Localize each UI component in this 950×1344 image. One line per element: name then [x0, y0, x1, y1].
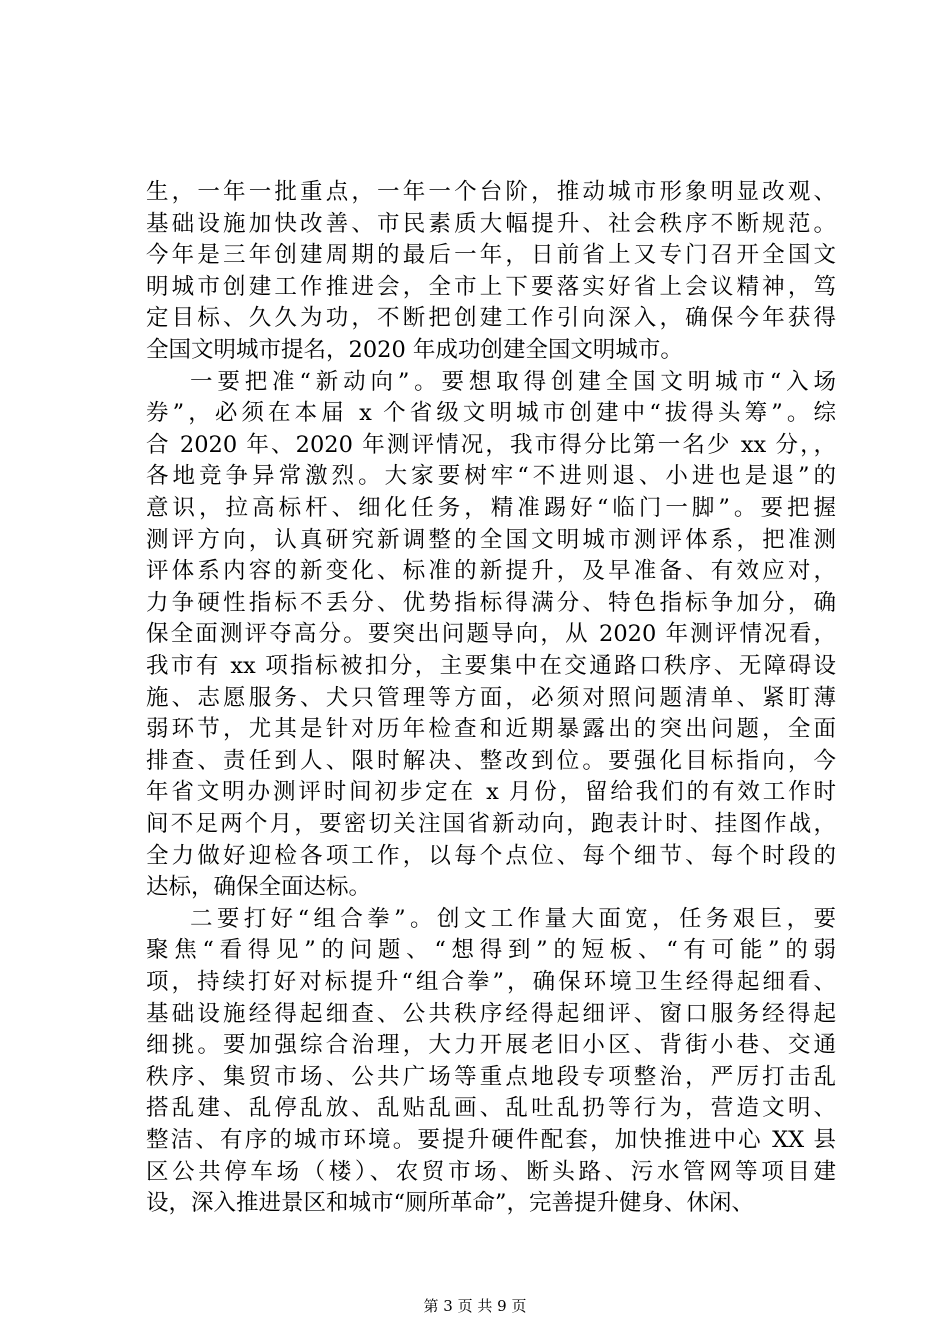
paragraph-line: 基础设施加快改善、市民素质大幅提升、社会秩序不断规范。 [146, 210, 836, 237]
paragraph-line: 今年是三年创建周期的最后一年，日前省上又专门召开全国文 [146, 242, 836, 269]
paragraph-line: 间不足两个月，要密切关注国省新动向，跑表计时、挂图作战， [146, 811, 836, 837]
paragraph-line: 全国文明城市提名，2020 年成功创建全国文明城市。 [146, 337, 683, 363]
paragraph-line: 弱环节，尤其是针对历年检查和近期暴露出的突出问题，全面 [146, 716, 836, 743]
paragraph-line: 力争硬性指标不丢分、优势指标得满分、特色指标争加分，确 [146, 589, 836, 616]
paragraph-line: 项，持续打好对标提升“组合拳”，确保环境卫生经得起细看、 [146, 969, 836, 995]
paragraph-line: 达标，确保全面达标。 [146, 874, 372, 901]
paragraph-line: 排查、责任到人、限时解决、整改到位。要强化目标指向，今 [146, 747, 836, 774]
paragraph-line: 我市有 xx 项指标被扣分，主要集中在交通路口秩序、无障碍设 [146, 653, 836, 679]
paragraph-line: 生，一年一批重点，一年一个台阶，推动城市形象明显改观、 [146, 179, 836, 205]
paragraph-line: 明城市创建工作推进会，全市上下要落实好省上会议精神，笃 [146, 273, 836, 300]
paragraph-line: 评体系内容的新变化、标准的新提升，及早准备、有效应对， [146, 558, 836, 585]
paragraph-line: 区公共停车场（楼）、农贸市场、断头路、污水管网等项目建 [146, 1158, 836, 1185]
paragraph-line: 保全面测评夺高分。要突出问题导向，从 2020 年测评情况看， [146, 621, 836, 648]
paragraph-line: 各地竞争异常激烈。大家要树牢“不进则退、小进也是退”的 [146, 463, 836, 490]
paragraph-line: 合 2020 年、2020 年测评情况，我市得分比第一名少 xx 分，， [146, 431, 836, 458]
paragraph-line: 整洁、有序的城市环境。要提升硬件配套，加快推进中心 XX 县 [146, 1127, 836, 1153]
paragraph-line: 意识，拉高标杆、细化任务，精准踢好“临门一脚”。要把握 [146, 495, 836, 521]
paragraph-line: 年省文明办测评时间初步定在 x 月份，留给我们的有效工作时 [146, 779, 836, 806]
paragraph-line: 全力做好迎检各项工作，以每个点位、每个细节、每个时段的 [146, 842, 836, 869]
paragraph-line: 一要把准“新动向”。要想取得创建全国文明城市“入场 [190, 368, 836, 395]
paragraph-line: 搭乱建、乱停乱放、乱贴乱画、乱吐乱扔等行为，营造文明、 [146, 1095, 836, 1122]
paragraph-line: 券”，必须在本届 x 个省级文明城市创建中“拔得头筹”。综 [146, 400, 836, 427]
paragraph-line: 二要打好“组合拳”。创文工作量大面宽，任务艰巨，要 [190, 905, 836, 932]
paragraph-line: 秩序、集贸市场、公共广场等重点地段专项整治，严厉打击乱 [146, 1063, 836, 1090]
paragraph-line: 设，深入推进景区和城市“厕所革命”，完善提升健身、休闲、 [146, 1190, 755, 1217]
paragraph-line: 聚焦“看得见”的问题、“想得到”的短板、“有可能”的弱 [146, 937, 836, 964]
paragraph-line: 施、志愿服务、犬只管理等方面，必须对照问题清单、紧盯薄 [146, 684, 836, 711]
paragraph-line: 定目标、久久为功，不断把创建工作引向深入，确保今年获得 [146, 305, 836, 332]
paragraph-line: 基础设施经得起细查、公共秩序经得起细评、窗口服务经得起 [146, 1000, 836, 1027]
paragraph-line: 细挑。要加强综合治理，大力开展老旧小区、背街小巷、交通 [146, 1032, 836, 1059]
page-footer: 第 3 页 共 9 页 [423, 1297, 527, 1315]
paragraph-line: 测评方向，认真研究新调整的全国文明城市测评体系，把准测 [146, 526, 836, 553]
